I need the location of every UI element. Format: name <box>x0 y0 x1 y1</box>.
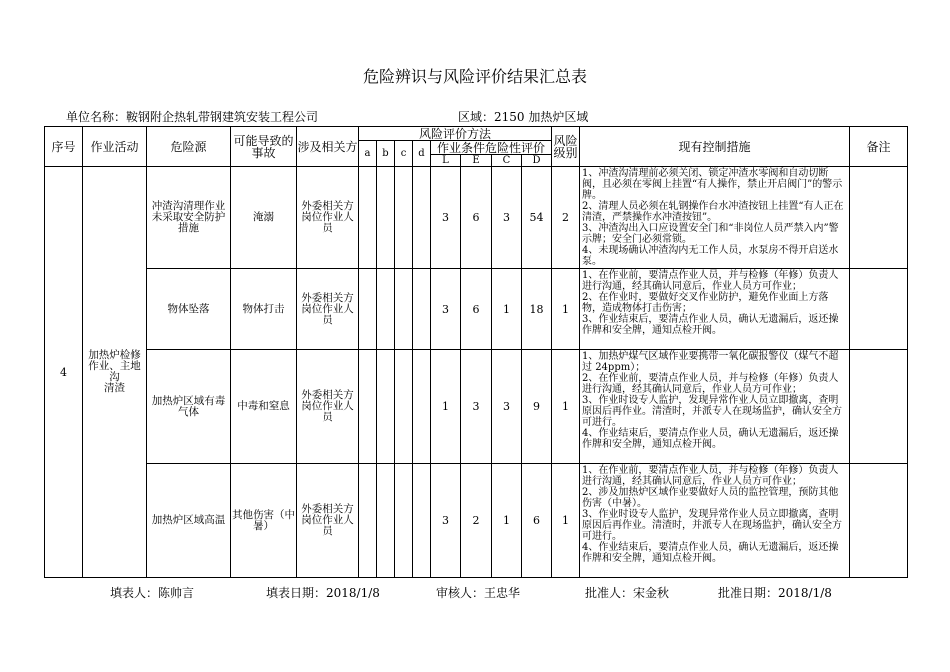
header-activity: 作业活动 <box>83 127 147 167</box>
row-accident: 其他伤害（中暑） <box>231 464 297 578</box>
row-involved: 外委相关方岗位作业人员 <box>297 464 359 578</box>
header-D: D <box>522 155 552 167</box>
header-accident: 可能导致的事故 <box>231 127 297 167</box>
footer-approve-date: 批准日期：2018/1/8 <box>718 586 832 600</box>
cell-c <box>395 269 413 350</box>
cell-d <box>413 350 431 464</box>
cell-c <box>395 350 413 464</box>
header-b: b <box>377 141 395 167</box>
cell-D: 18 <box>522 269 552 350</box>
table-row <box>45 464 908 578</box>
cell-control: 1、在作业前，要清点作业人员，并与检修（年修）负责人进行沟通，经其确认同意后，作业人员方可作业； 2、在作业时，要做好交叉作业防护，避免作业面上方落物，造成物体打击伤害； 3、作业结束后，要清点作业人员，确认无遗漏后，返还操作牌和安全牌，通知点检开阀。 <box>580 269 850 350</box>
cell-b <box>377 464 395 578</box>
header-c: c <box>395 141 413 167</box>
cell-b <box>377 269 395 350</box>
cell-C: 3 <box>492 167 522 269</box>
header-hazard: 危险源 <box>147 127 231 167</box>
cell-L: 3 <box>431 167 461 269</box>
header-remark: 备注 <box>850 127 908 167</box>
table-row <box>45 167 908 269</box>
row-involved: 外委相关方岗位作业人员 <box>297 269 359 350</box>
cell-D: 54 <box>522 167 552 269</box>
cell-C: 1 <box>492 464 522 578</box>
header-seq: 序号 <box>45 127 83 167</box>
cell-c <box>395 167 413 269</box>
cell-a <box>359 350 377 464</box>
cell-level: 1 <box>552 464 580 578</box>
cell-d <box>413 269 431 350</box>
unit-name-line <box>66 108 318 125</box>
row-involved: 外委相关方岗位作业人员 <box>297 350 359 464</box>
header-a: a <box>359 141 377 167</box>
cell-c <box>395 464 413 578</box>
cell-control: 1、加热炉煤气区域作业要携带一氧化碳报警仪（煤气不超过 24ppm）； 2、在作业前，要清点作业人员，并与检修（年修）负责人进行沟通，经其确认同意后，作业人员方可作业； 3、作业时设专人监护，发现异常作业人员立即撤离，查明原因后再作业。清渣时，并派专人在现场监护，确认安全方可进行。 4、作业结束后，要清点作业人员，确认无遗漏后，返还操作牌和安全牌，通知点检开阀。 <box>580 350 850 464</box>
cell-E: 6 <box>461 167 492 269</box>
cell-remark <box>850 464 908 578</box>
cell-d <box>413 167 431 269</box>
cell-level: 2 <box>552 167 580 269</box>
header-lec: 作业条件危险性评价 <box>431 141 552 155</box>
cell-D: 6 <box>522 464 552 578</box>
cell-L: 1 <box>431 350 461 464</box>
cell-b <box>377 167 395 269</box>
cell-a <box>359 464 377 578</box>
cell-control: 1、冲渣沟清理前必须关闭、锁定冲渣水零阀和自动切断阀，且必须在零阀上挂置“有人操作，禁止开启阀门”的警示牌。 2、清理人员必须在轧钢操作台水冲渣按钮上挂置“有人正在清渣，严禁操作水冲渣按钮”。 3、冲渣沟出入口应设置安全门和“非岗位人员严禁入内”警示牌；安全门必须常锁。 4、未现场确认冲渣沟内无工作人员，水泵房不得开启送水泵。 <box>580 167 850 269</box>
footer-date: 填表日期：2018/1/8 <box>266 586 380 600</box>
risk-summary-table <box>44 126 908 578</box>
cell-remark <box>850 167 908 269</box>
cell-control: 1、在作业前，要清点作业人员，并与检修（年修）负责人进行沟通，经其确认同意后，作业人员方可作业； 2、涉及加热炉区域作业要做好人员的监控管理，预防其他伤害（中暑）。 3、作业时设专人监护，发现异常作业人员立即撤离，查明原因后再作业。清渣时，并派专人在现场监护，确认安全方可进行。 4、作业结束后，要清点作业人员，确认无遗漏后，返还操作牌和安全牌，通知点检开阀。 <box>580 464 850 578</box>
header-C: C <box>492 155 522 167</box>
cell-remark <box>850 350 908 464</box>
header-E: E <box>461 155 492 167</box>
footer-approver: 批准人：宋金秋 <box>585 586 670 600</box>
cell-remark <box>850 269 908 350</box>
row-hazard: 冲渣沟清理作业未采取安全防护措施 <box>147 167 231 269</box>
row-seq: 4 <box>45 167 83 578</box>
row-hazard: 加热炉区域有毒气体 <box>147 350 231 464</box>
unit-label: 单位名称： <box>66 110 127 124</box>
area-line <box>458 108 588 125</box>
header-involved: 涉及相关方 <box>297 127 359 167</box>
row-accident: 物体打击 <box>231 269 297 350</box>
cell-E: 3 <box>461 350 492 464</box>
row-accident: 中毒和窒息 <box>231 350 297 464</box>
cell-d <box>413 464 431 578</box>
footer-reviewer: 审核人：王忠华 <box>436 586 521 600</box>
header-L: L <box>431 155 461 167</box>
page-title: 危险辨识与风险评价结果汇总表 <box>362 67 587 86</box>
unit-name: 鞍钢附企热轧带钢建筑安装工程公司 <box>126 110 319 124</box>
table-row <box>45 269 908 350</box>
row-hazard: 物体坠落 <box>147 269 231 350</box>
cell-a <box>359 269 377 350</box>
cell-level: 1 <box>552 350 580 464</box>
cell-C: 3 <box>492 350 522 464</box>
area-label: 区域： <box>458 110 495 124</box>
row-activity: 加热炉检修作业、主地沟 清渣 <box>83 167 147 578</box>
table-row <box>45 350 908 464</box>
header-d: d <box>413 141 431 167</box>
cell-E: 2 <box>461 464 492 578</box>
row-hazard: 加热炉区域高温 <box>147 464 231 578</box>
header-level: 风险级别 <box>552 127 580 167</box>
cell-a <box>359 167 377 269</box>
cell-E: 6 <box>461 269 492 350</box>
row-accident: 淹溺 <box>231 167 297 269</box>
cell-L: 3 <box>431 269 461 350</box>
area-name: 2150 加热炉区域 <box>494 110 589 124</box>
cell-D: 9 <box>522 350 552 464</box>
row-involved: 外委相关方岗位作业人员 <box>297 167 359 269</box>
cell-b <box>377 350 395 464</box>
header-control: 现有控制措施 <box>580 127 850 167</box>
cell-level: 1 <box>552 269 580 350</box>
header-method: 风险评价方法 <box>359 127 552 141</box>
footer-filler: 填表人：陈帅言 <box>110 586 195 600</box>
cell-L: 3 <box>431 464 461 578</box>
cell-C: 1 <box>492 269 522 350</box>
